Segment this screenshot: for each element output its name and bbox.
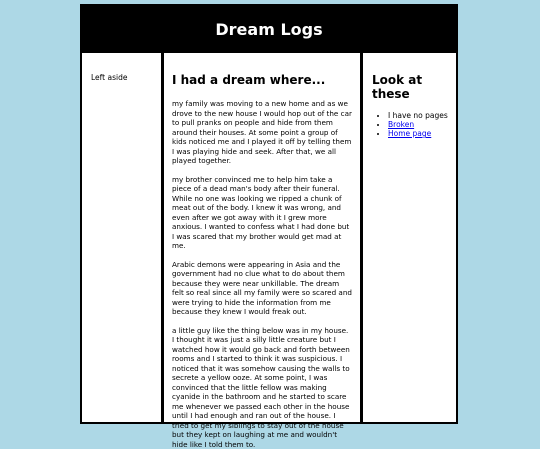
site-header xyxy=(82,6,456,53)
page-container xyxy=(80,4,458,424)
no-pages-text: I have no pages xyxy=(388,111,448,120)
main-heading: I had a dream where... xyxy=(172,73,352,87)
right-heading: Look at these xyxy=(372,73,450,101)
home-page-link[interactable]: Home page xyxy=(388,129,431,138)
dream-paragraph: my brother convinced me to help him take a piece of a dead man's body after their funeral. While no one was looking we ripped a chunk of meat out of the body. I knew it was wrong, and even after we got away with it I grew more anxious. I wanted to confess what I had done but I was scared that my brother would get mad at me. xyxy=(172,175,352,251)
right-aside xyxy=(363,53,456,422)
site-title: Dream Logs xyxy=(82,6,456,53)
list-item xyxy=(388,120,450,129)
list-item xyxy=(388,129,450,138)
main-content xyxy=(164,53,363,422)
dream-paragraph: my family was moving to a new home and as we drove to the new house I would hop out of the car to pull pranks on people and hide from them around their houses. At some point a group of kids noticed me and I played it off by telling them I was playing hide and seek. After that, we all played together. xyxy=(172,99,352,166)
left-aside-text: Left aside xyxy=(91,73,127,82)
left-aside xyxy=(82,53,164,422)
list-item xyxy=(388,111,450,120)
link-list xyxy=(372,111,450,138)
broken-link[interactable]: Broken xyxy=(388,120,414,129)
dream-paragraph: a little guy like the thing below was in my house. I thought it was just a silly little creature but I watched how it would go back and forth between rooms and I started to think it was suspicious. I noticed that it was somehow causing the walls to secrete a yellow ooze. At some point, I was convinced that the little fellow was making cyanide in the bathroom and he started to scare me whenever we passed each other in the house until I had enough and ran out of the house. I tried to get my siblings to stay out of the house but they kept on laughing at me and wouldn't hide like I told them to. xyxy=(172,326,352,449)
dream-paragraph: Arabic demons were appearing in Asia and the government had no clue what to do about them because they were near unkillable. The dream felt so real since all my family were so scared and were trying to hide the information from me because they knew I would freak out. xyxy=(172,260,352,317)
